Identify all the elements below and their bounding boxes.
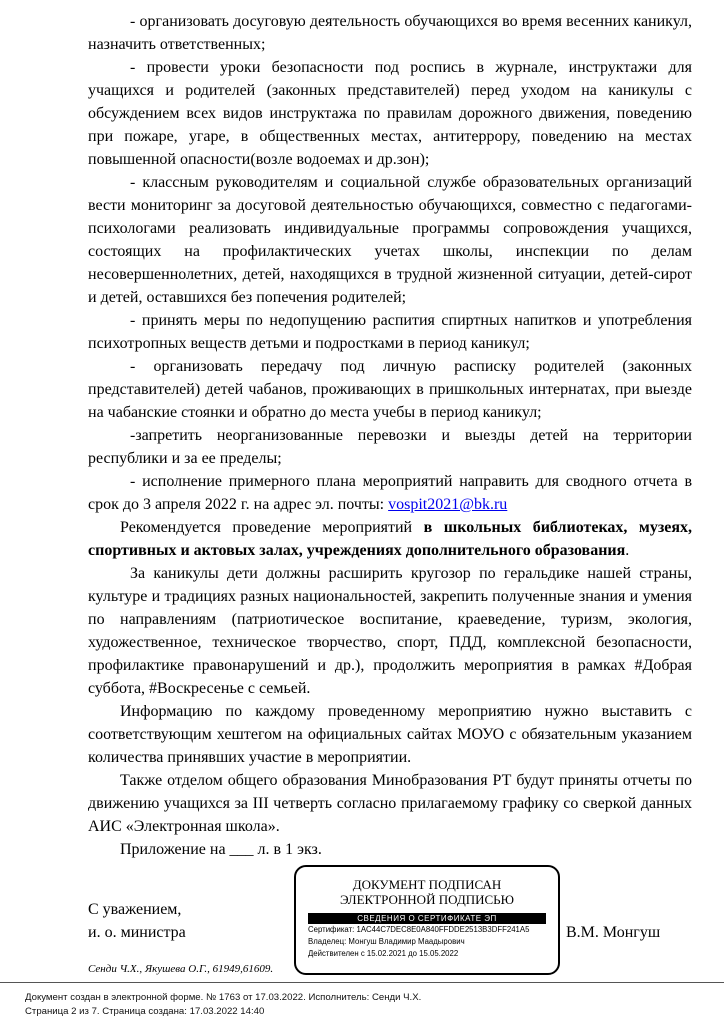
footer <box>25 991 421 1019</box>
email-link[interactable]: vospit2021@bk.ru <box>388 496 508 513</box>
paragraph-report <box>88 470 692 516</box>
signer-name: В.М. Монгуш <box>566 924 661 941</box>
paragraph: - провести уроки безопасности под роспись в журнале, инструктажи для учащихся и родителей (законных представителей) перед уходом на каникулы с обсуждением всех видов инструктажа по правилам дорожного движения, поведению при пожаре, угаре, в общественных местах, антитеррору, поведению на местах повышенной опасности(возле водоемах и др.зон); <box>88 59 692 168</box>
paragraph: - организовать досуговую деятельность обучающихся во время весенних каникул, назначить ответственных; <box>88 13 692 53</box>
footer-line: Страница 2 из 7. Страница создана: 17.03.2022 14:40 <box>25 1006 265 1017</box>
stamp-certificate: Сертификат: 1AC44C7DEC8E0A840FFDDE2513B3DFF241A5 <box>308 925 530 934</box>
executors: Сенди Ч.Х., Якушева О.Г., 61949,61609. <box>88 963 274 975</box>
regards: С уважением, <box>88 901 182 918</box>
stamp-valid: Действителен с 15.02.2021 до 15.05.2022 <box>308 949 459 958</box>
paragraph: За каникулы дети должны расширить кругозор по геральдике нашей страны, культуре и традициях разных национальностей, закрепить полученные знания и умения по направлениям (патриотическое воспитание, краеведение, туризм, экология, художественное, техническое творчество, спорт, ПДД, комплексной безопасности, профилактике правонарушений и др.), продолжить мероприятия в рамках #Добрая суббота, #Воскресенье с семьей. <box>88 565 692 697</box>
paragraph: -запретить неорганизованные перевозки и выезды детей на территории республики и за ее пределы; <box>88 427 692 467</box>
paragraph: - принять меры по недопущению распития спиртных напитков и употребления психотропных веществ детьми и подростками в период каникул; <box>88 312 692 352</box>
paragraph: - организовать передачу под личную расписку родителей (законных представителей) детей чабанов, проживающих в пришкольных интернатах, при выезде на чабанские стоянки и обратно до места учебы в период каникул; <box>88 358 692 421</box>
stamp-owner: Владелец: Монгуш Владимир Маадырович <box>308 937 465 946</box>
recommend-end: . <box>625 542 630 559</box>
paragraph-recommend <box>88 516 692 562</box>
document-body <box>88 10 692 861</box>
stamp-title <box>296 877 558 907</box>
attachment-line: Приложение на ___ л. в 1 экз. <box>120 841 322 858</box>
report-text: - исполнение примерного плана мероприятий направить для сводного отчета в срок до 3 апреля 2022 г. на адрес эл. почты: <box>88 473 692 513</box>
e-signature-stamp <box>294 865 560 975</box>
paragraph: Информацию по каждому проведенному мероприятию нужно выставить с соответствующим хештегом на официальных сайтах МОУО с обязательным указанием количества принявших участие в мероприятии. <box>88 703 692 766</box>
signer-position: и. о. министра <box>88 924 186 941</box>
footer-line: Документ создан в электронной форме. № 1763 от 17.03.2022. Исполнитель: Сенди Ч.Х. <box>25 992 422 1003</box>
stamp-bar: СВЕДЕНИЯ О СЕРТИФИКАТЕ ЭП <box>308 913 546 924</box>
paragraph: - классным руководителям и социальной службе образовательных организаций вести мониторинг за досуговой деятельностью обучающихся, совместно с педагогами-психологами реализовать индивидуальные программы сопровождения учащихся, состоящих на профилактических учетах школы, инспекции по делам несовершеннолетних, детей, находящихся в трудной жизненной ситуации, детей-сирот и детей, оставшихся без попечения родителей; <box>88 174 692 306</box>
stamp-title-line: ЭЛЕКТРОННОЙ ПОДПИСЬЮ <box>340 892 514 907</box>
recommend-text: Рекомендуется проведение мероприятий <box>120 519 424 536</box>
paragraph: Также отделом общего образования Минобразования РТ будут приняты отчеты по движению учащихся за III четверть согласно прилагаемому графику со сверкой данных АИС «Электронная школа». <box>88 772 692 835</box>
footer-divider <box>0 982 724 983</box>
stamp-title-line: ДОКУМЕНТ ПОДПИСАН <box>352 877 502 892</box>
recommend-bold: в школьных библиотеках, музеях, спортивных и актовых залах, учреждениях дополнительного образования <box>88 519 693 559</box>
